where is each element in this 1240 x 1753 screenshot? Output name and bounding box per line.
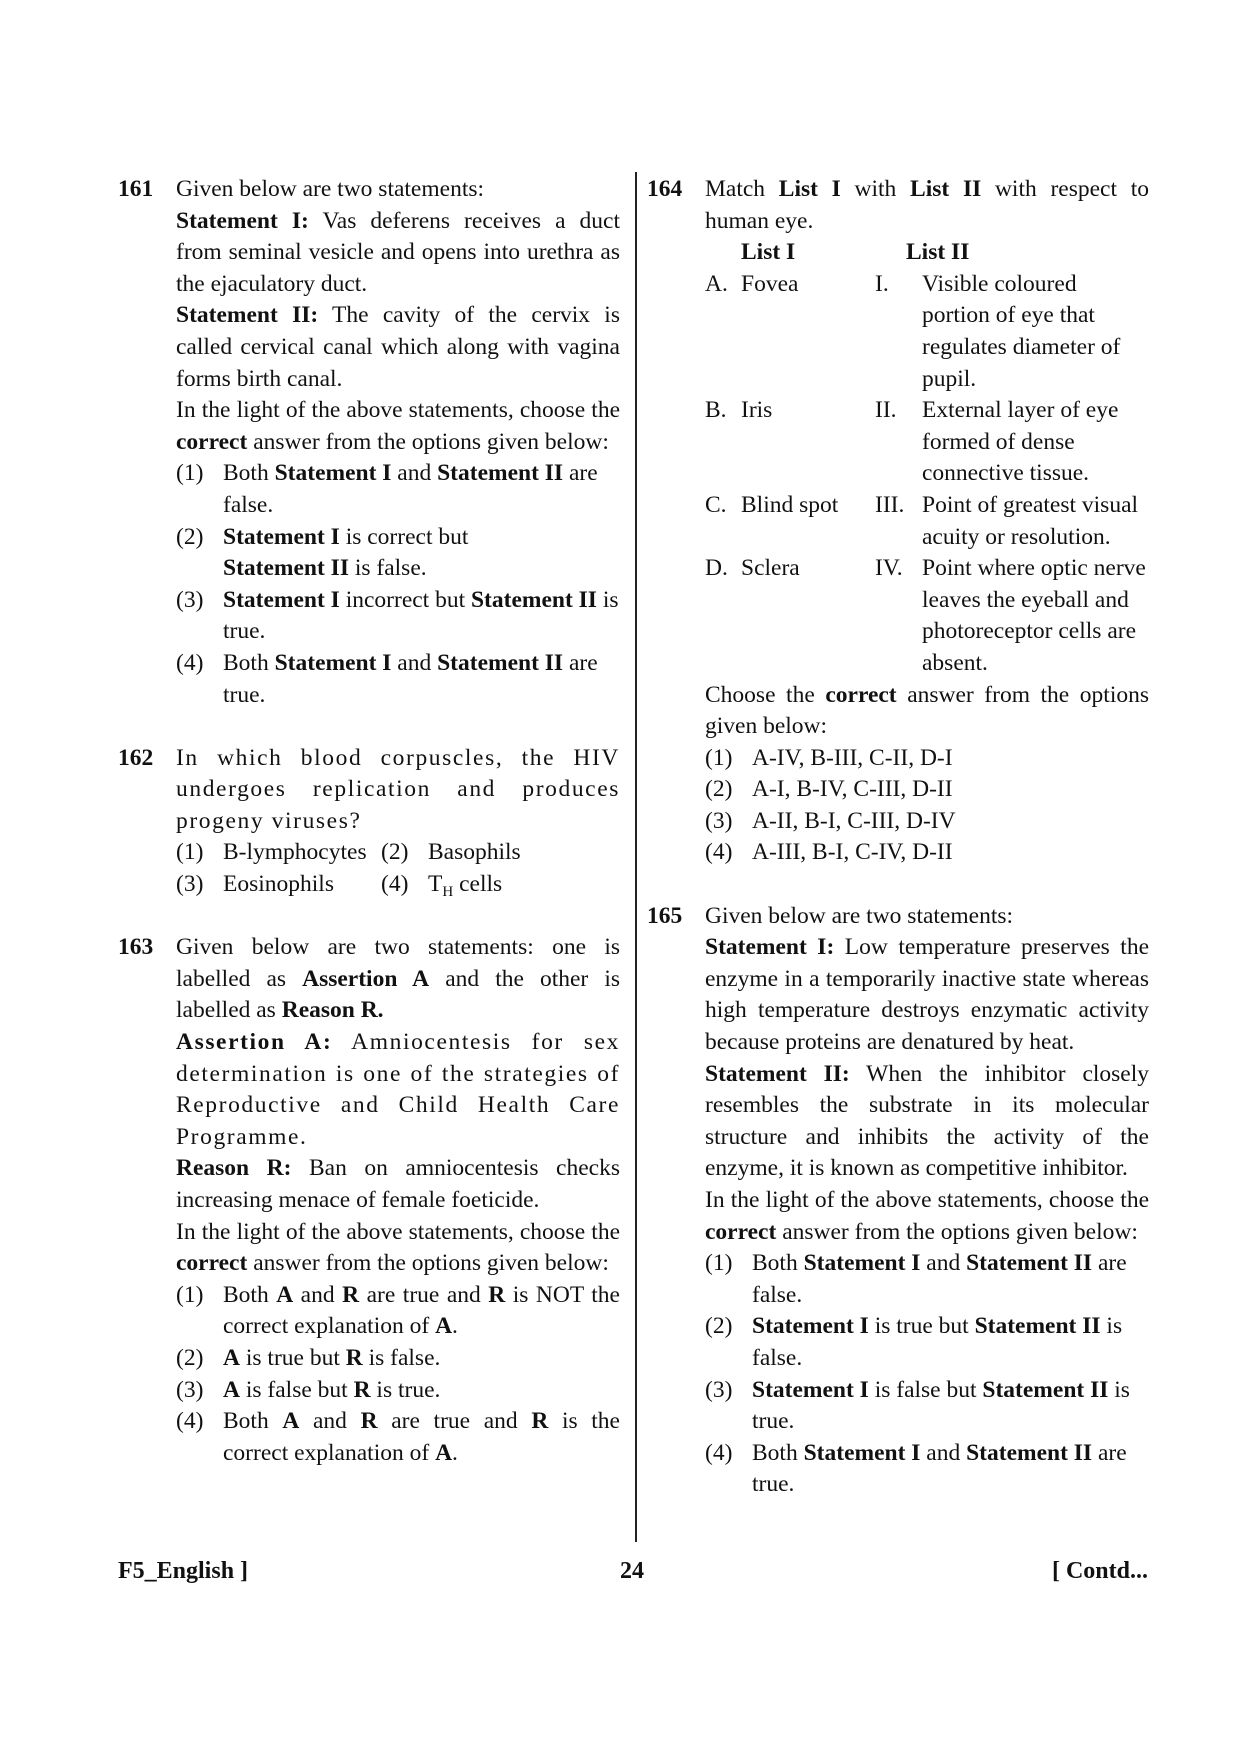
question-163 xyxy=(118,932,620,1469)
question-number: 163 xyxy=(118,934,154,961)
question-intro: Match List I with List II with respect to human eye. xyxy=(705,176,1149,234)
question-number: 162 xyxy=(118,744,154,771)
option-4: (4) Both Statement I and Statement II are true. xyxy=(705,1439,1127,1498)
instruction: Choose the correct answer from the options given below: xyxy=(705,681,1149,740)
instruction: In the light of the above statements, choose the correct answer from the options given below: xyxy=(176,397,620,455)
question-text: In which blood corpuscles, the HIV undergoes replication and produces progeny viruses? xyxy=(176,744,620,834)
option-1: (1) Both A and R are true and R is NOT the correct explanation of A. xyxy=(176,1281,620,1340)
instruction: In the light of the above statements, choose the correct answer from the options given below: xyxy=(176,1218,620,1277)
option-2: (2) A is true but R is false. xyxy=(176,1344,441,1371)
instruction: In the light of the above statements, choose the correct answer from the options given below: xyxy=(705,1187,1149,1245)
options-grid xyxy=(176,837,620,900)
question-intro: Given below are two statements: xyxy=(705,902,1014,929)
option-3: (3) A is false but R is true. xyxy=(176,1376,441,1403)
option-4: (4) A-III, B-I, C-IV, D-II xyxy=(705,839,953,866)
option-4: (4) Both A and R are true and R is the correct explanation of A. xyxy=(176,1408,620,1466)
option-2: (2) Basophils xyxy=(381,839,521,866)
statement-2: Statement II: The cavity of the cervix is called cervical canal which along with vagina forms birth canal. xyxy=(176,302,620,392)
question-number: 165 xyxy=(647,902,683,929)
question-165 xyxy=(647,901,1149,1501)
option-4: (4) $T_H$ cells xyxy=(381,871,503,901)
list-2-heading: List II xyxy=(906,239,970,266)
option-3: (3) Statement I incorrect but Statement II is true. xyxy=(176,586,619,645)
option-3: (3) Eosinophils xyxy=(176,871,334,898)
list-1-heading: List I xyxy=(741,239,796,266)
statement-1: Statement I: Low temperature preserves the enzyme in a temporarily inactive state whereas high temperature destroys enzymatic activity because proteins are denatured by heat. xyxy=(705,934,1149,1056)
option-1: (1) B-lymphocytes xyxy=(176,839,367,866)
right-column xyxy=(647,174,1149,1533)
option-4: (4) Both Statement I and Statement II are true. xyxy=(176,649,598,708)
option-2: (2) A-I, B-IV, C-III, D-II xyxy=(705,776,953,803)
option-1: (1) Both Statement I and Statement II are false. xyxy=(705,1250,1127,1308)
option-3: (3) Statement I is false but Statement II is true. xyxy=(705,1376,1130,1435)
reason: Reason R: Ban on amniocentesis checks increasing menace of female foeticide. xyxy=(176,1155,620,1213)
match-table-header xyxy=(705,237,1149,269)
question-number: 161 xyxy=(118,176,154,202)
option-2: (2) Statement I is true but Statement II is false. xyxy=(705,1313,1123,1371)
question-162 xyxy=(118,743,620,901)
statement-2: Statement II: When the inhibitor closely resembles the substrate in its molecular structure and inhibits the activity of the enzyme, it is known as competitive inhibitor. xyxy=(705,1060,1150,1182)
question-intro: Given below are two statements: xyxy=(176,176,485,202)
footer-continued: [ Contd... xyxy=(1051,1558,1148,1584)
statement-1: Statement I: Vas deferens receives a duct from seminal vesicle and opens into urethra as the ejaculatory duct. xyxy=(176,207,621,297)
question-intro: Given below are two statements: one is labelled as Assertion A and the other is labelled as Reason R. xyxy=(176,934,620,1024)
left-column xyxy=(118,174,620,1501)
column-divider xyxy=(635,172,637,1542)
option-2: (2) Statement I is correct but Statement II is false. xyxy=(176,523,469,582)
option-3: (3) A-II, B-I, C-III, D-IV xyxy=(705,807,956,834)
match-row-a: A. Fovea I. Visible coloured portion of eye that regulates diameter of pupil. xyxy=(705,270,1121,392)
footer-page-number: 24 xyxy=(620,1558,644,1584)
question-164 xyxy=(647,174,1149,869)
option-1: (1) A-IV, B-III, C-II, D-I xyxy=(705,744,953,771)
match-row-c: C. Blind spot III. Point of greatest visual acuity or resolution. xyxy=(705,491,1139,550)
question-number: 164 xyxy=(647,176,683,202)
assertion: Assertion A: Amniocentesis for sex determination is one of the strategies of Reproductive and Child Health Care Programme. xyxy=(176,1029,620,1150)
match-row-d: D. Sclera IV. Point where optic nerve leaves the eyeball and photoreceptor cells are absent. xyxy=(705,555,1146,676)
option-1: (1) Both Statement I and Statement II are false. xyxy=(176,460,598,518)
footer-paper-code: F5_English ] xyxy=(118,1558,249,1584)
question-161 xyxy=(118,174,620,711)
match-row-b: B. Iris II. External layer of eye formed of dense connective tissue. xyxy=(705,397,1119,487)
